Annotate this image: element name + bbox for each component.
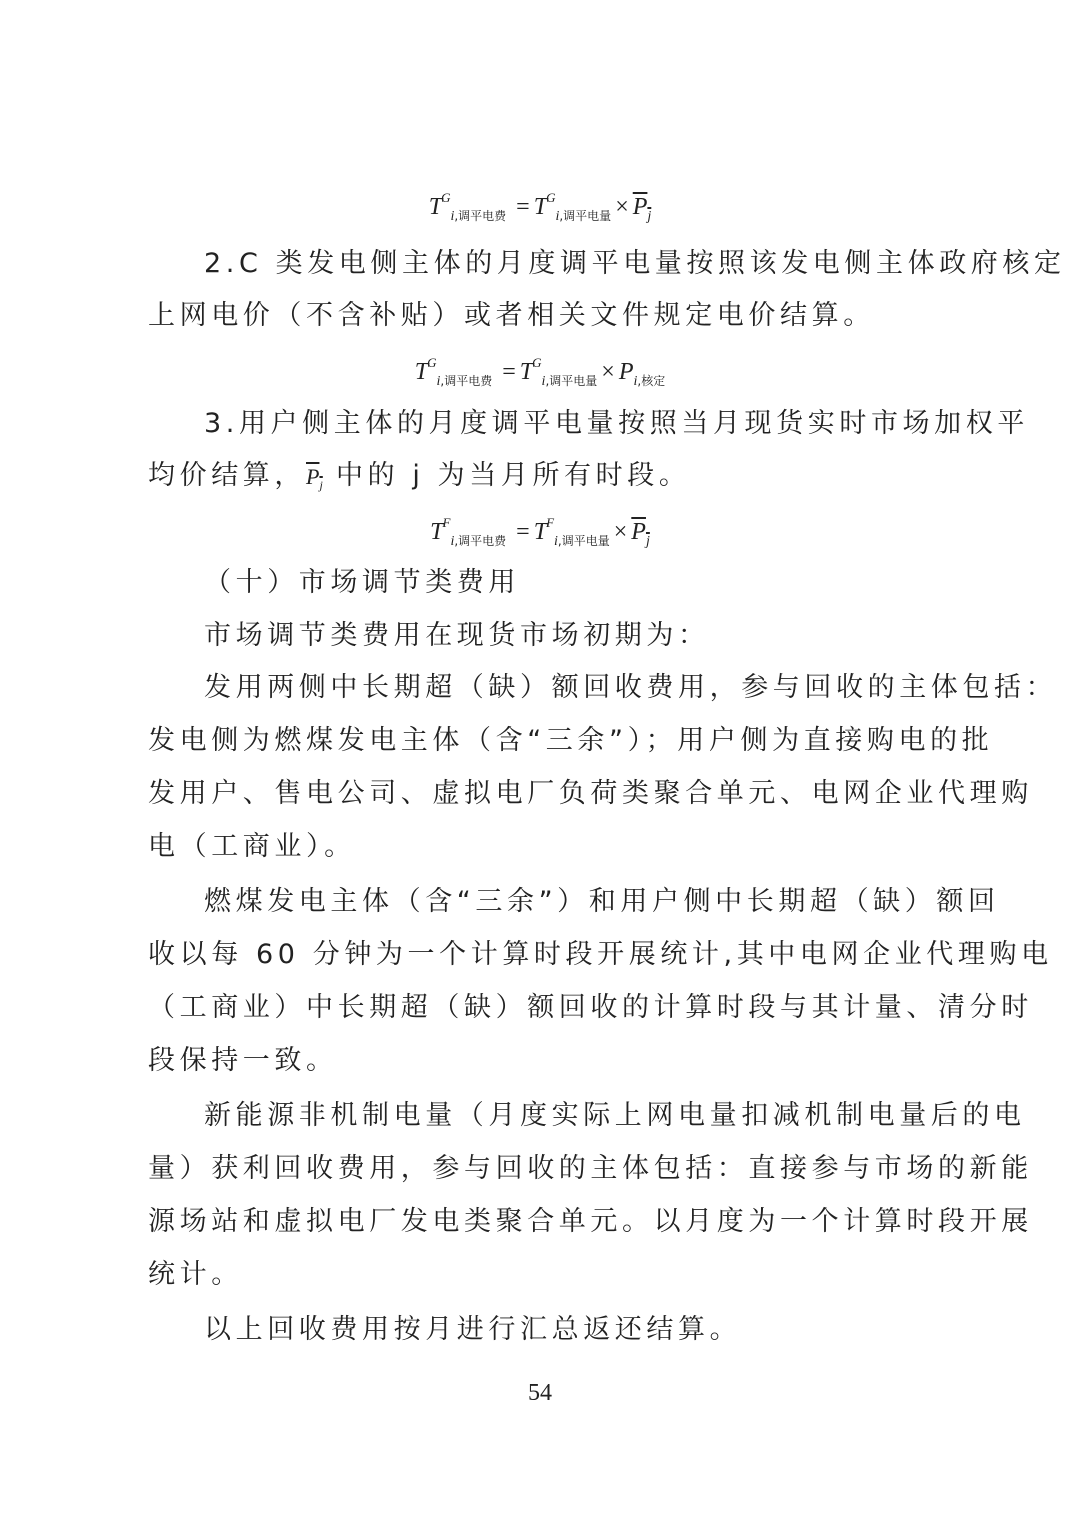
inline-price-average: $P_j$ [306,464,323,492]
intro-line: 市场调节类费用在现货市场初期为： [204,620,710,651]
paragraph-3-line-2-post: 中的 j 为当月所有时段。 [322,460,691,491]
formula-2-lhs-symbol: T [414,359,429,385]
paragraph-5-line-3: （工商业）中长期超（缺）额回收的计算时段与其计量、清分时 [148,992,1033,1023]
paragraph-6-line-2: 量）获利回收费用，参与回收的主体包括：直接参与市场的新能 [148,1153,1033,1184]
paragraph-5-line-1: 燃煤发电主体（含“三余”）和用户侧中长期超（缺）额回 [204,886,1000,917]
paragraph-6-line-4: 统计。 [148,1259,243,1290]
formula-2-times: × [601,359,615,385]
paragraph-4-line-2: 发电侧为燃煤发电主体（含“三余”）；用户侧为直接购电的批 [148,725,994,756]
paragraph-2-line-1: 2.C 类发电侧主体的月度调平电量按照该发电侧主体政府核定 [204,248,1066,279]
formula-3-price-average: $P_j$ [631,519,650,549]
formula-2-price-symbol: P [618,359,634,385]
paragraph-3-line-1: 3.用户侧主体的月度调平电量按照当月现货实时市场加权平 [204,408,1029,439]
paragraph-6-line-3: 源场站和虚拟电厂发电类聚合单元。以月度为一个计算时段开展 [148,1206,1033,1237]
formula-1-lhs-symbol: T [428,194,443,220]
formula-1-price-average: $P_j$ [632,194,652,224]
paragraph-5-line-2: 收以每 60 分钟为一个计算时段开展统计,其中电网企业代理购电 [148,939,1053,970]
formula-3-rhs-superscript: F [546,515,555,530]
formula-3 [0,515,1080,550]
formula-2-rhs-symbol: T [519,359,534,385]
formula-3-lhs-subscript: i,调平电费 [450,534,507,549]
paragraph-2-line-2: 上网电价（不含补贴）或者相关文件规定电价结算。 [148,300,875,331]
paragraph-3-line-2-pre: 均价结算， [148,460,306,491]
formula-1-rhs-superscript: G [546,190,556,205]
formula-3-lhs-superscript: F [442,515,451,530]
formula-3-times: × [613,519,628,545]
formula-2-lhs-superscript: G [427,355,437,370]
paragraph-4-line-3: 发用户、售电公司、虚拟电厂负荷类聚合单元、电网企业代理购 [148,778,1033,809]
paragraph-4-line-4: 电（工商业）。 [148,831,356,862]
formula-3-rhs-subscript: i,调平电量 [554,534,610,549]
formula-2-equals: = [502,359,516,385]
formula-2-price-subscript: i,核定 [633,374,666,389]
formula-2 [0,355,1080,390]
formula-1-rhs-symbol: T [533,194,548,220]
section-heading: （十）市场调节类费用 [204,567,520,598]
formula-1-equals: = [516,194,530,220]
paragraph-3-line-2 [148,450,948,511]
formula-2-lhs-subscript: i,调平电费 [436,374,493,389]
formula-1-lhs-superscript: G [441,190,451,205]
paragraph-5-line-4: 段保持一致。 [148,1045,338,1076]
formula-1-rhs-subscript: i,调平电量 [555,209,612,224]
paragraph-4-line-1: 发用两侧中长期超（缺）额回收费用，参与回收的主体包括： [204,672,1058,703]
formula-1-lhs-subscript: i,调平电费 [450,209,507,224]
formula-1-times: × [615,194,629,220]
formula-3-lhs-symbol: T [430,519,444,545]
formula-2-rhs-superscript: G [532,355,542,370]
formula-1 [0,190,1080,225]
page-number: 54 [528,1380,552,1406]
paragraph-6-line-1: 新能源非机制电量（月度实际上网电量扣减机制电量后的电 [204,1100,1026,1131]
formula-3-equals: = [516,519,530,545]
paragraph-7-line-1: 以上回收费用按月进行汇总返还结算。 [204,1314,742,1345]
formula-2-rhs-subscript: i,调平电量 [541,374,598,389]
formula-3-rhs-symbol: T [533,519,548,545]
